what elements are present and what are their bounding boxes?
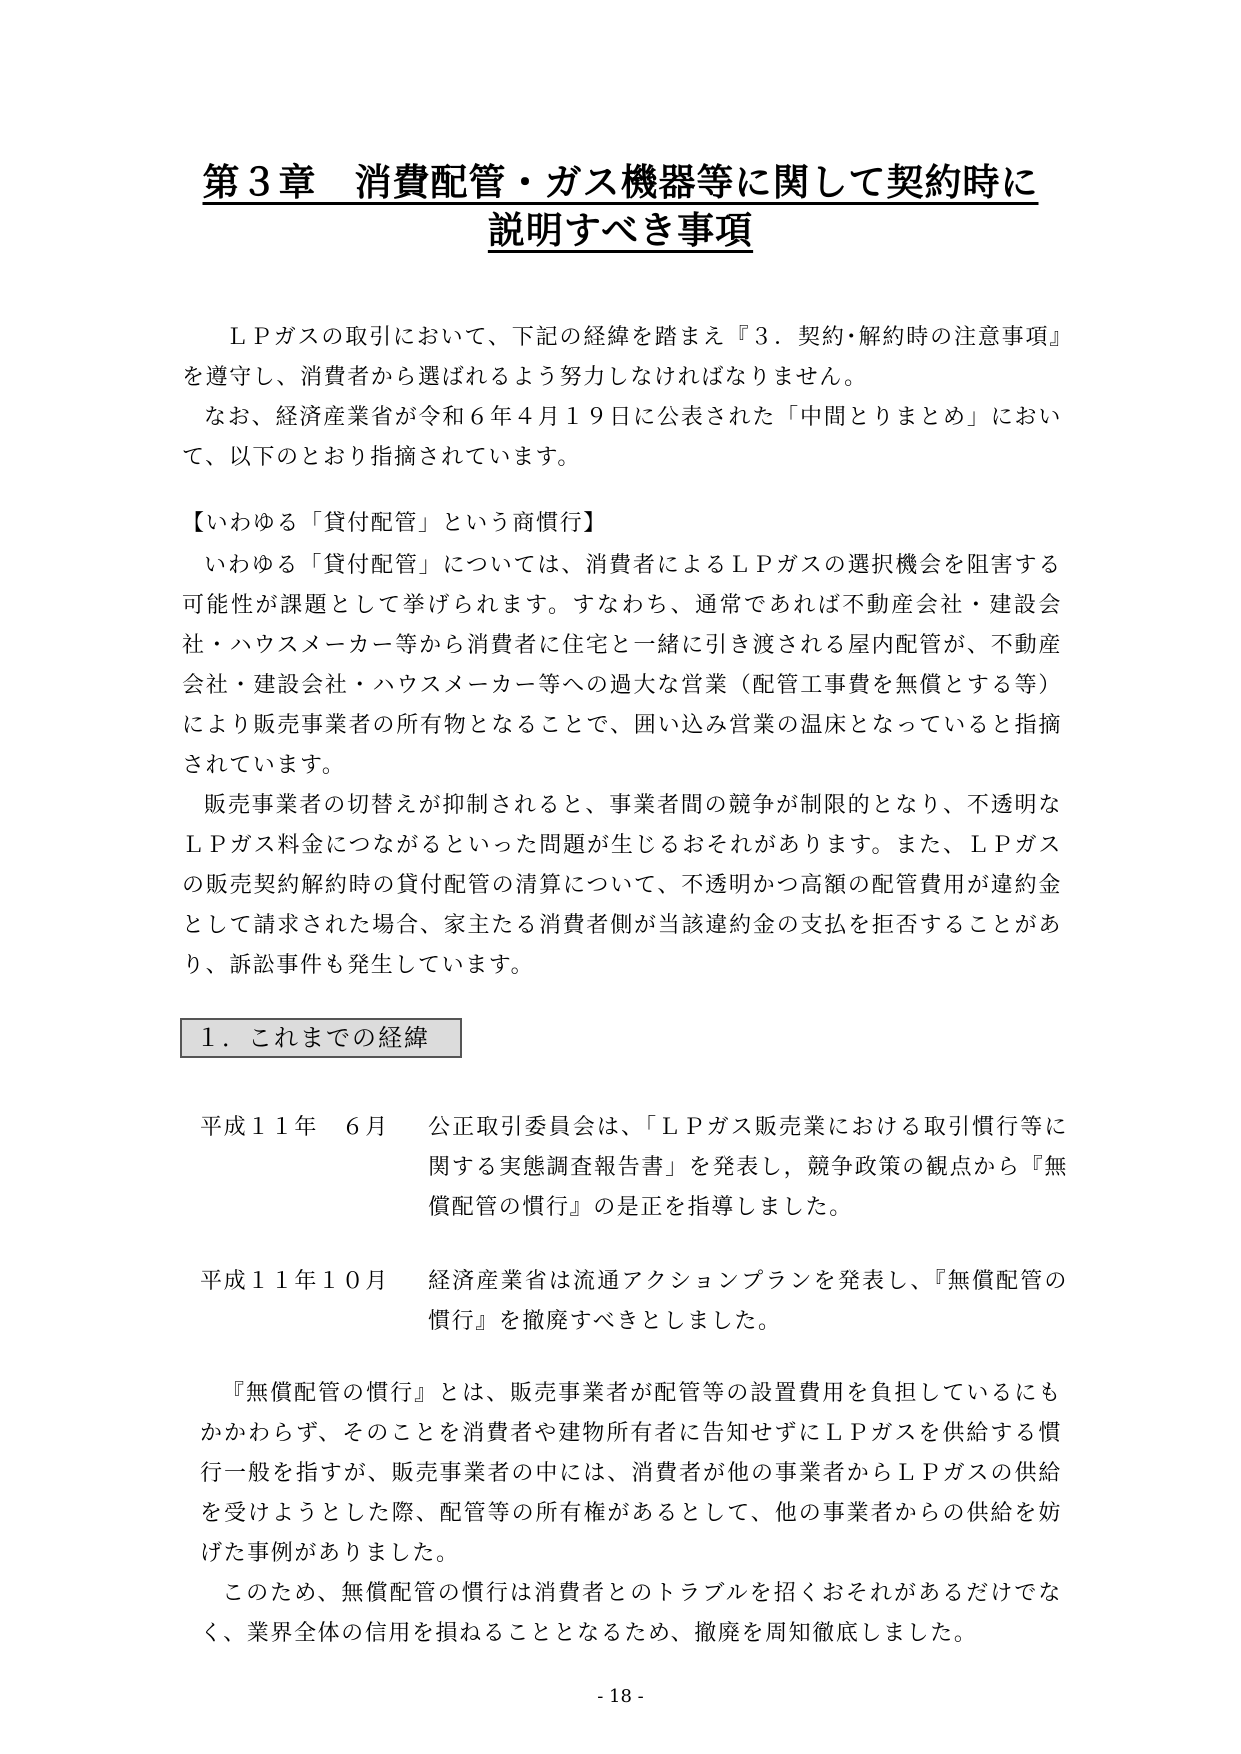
kashitsuke-paragraph-1: いわゆる「貸付配管」については、消費者によるＬＰガスの選択機会を阻害する可能性が課題として挙げられます。すなわち、通常であれば不動産会社・建設会社・ハウスメーカー等から消費者に住宅と一緒に引き渡される屋内配管が、不動産会社・建設会社・ハウスメーカー等への過大な営業（配管工事費を無償とする等）により販売事業者の所有物となることで、囲い込み営業の温床となっていると指摘されています。 xyxy=(182,553,1062,778)
kashitsuke-paragraph-2: 販売事業者の切替えが抑制されると、事業者間の競争が制限的となり、不透明なＬＰガス料金につながるといった問題が生じるおそれがあります。また、ＬＰガスの販売契約解約時の貸付配管の清算について、不透明かつ高額の配管費用が違約金として請求された場合、家主たる消費者側が当該違約金の支払を拒否することがあり、訴訟事件も発生しています。 xyxy=(182,793,1062,978)
history-text-1: 公正取引委員会は、「ＬＰガス販売業における取引慣行等に関する実態調査報告書」を発表し，競争政策の観点から『無償配管の慣行』の是正を指導しました。 xyxy=(428,1115,1068,1220)
history-date-2: 平成１１年１０月 xyxy=(200,1269,389,1294)
section-heading-history: １．これまでの経緯 xyxy=(180,1018,462,1058)
chapter-title-line2: 説明すべき事項 xyxy=(487,209,754,252)
chapter-title-line1: 第３章 消費配管・ガス機器等に関して契約時に xyxy=(202,161,1039,204)
musho-paragraph-1: 『無償配管の慣行』とは、販売事業者が配管等の設置費用を負担しているにもかかわらず、そのことを消費者や建物所有者に告知せずにＬＰガスを供給する慣行一般を指すが、販売事業者の中には、消費者が他の事業者からＬＰガスの供給を受けようとした際、配管等の所有権があるとして、他の事業者からの供給を妨げた事例がありました。 xyxy=(200,1381,1062,1566)
intro-paragraph-1: ＬＰガスの取引において、下記の経緯を踏まえ『３．契約･解約時の注意事項』を遵守し、消費者から選ばれるよう努力しなければなりません。 xyxy=(182,325,1062,390)
history-text-2: 経済産業省は流通アクションプランを発表し、『無償配管の慣行』を撤廃すべきとしました。 xyxy=(428,1269,1068,1334)
history-date-1: 平成１１年 ６月 xyxy=(200,1115,389,1140)
page-number: - 18 - xyxy=(597,1686,644,1707)
intro-paragraph-2: なお、経済産業省が令和６年４月１９日に公表された「中間とりまとめ」において、以下のとおり指摘されています。 xyxy=(182,405,1062,470)
musho-paragraph-2: このため、無償配管の慣行は消費者とのトラブルを招くおそれがあるだけでなく、業界全体の信用を損ねることとなるため、撤廃を周知徹底しました。 xyxy=(200,1581,1062,1646)
kashitsuke-heading: 【いわゆる「貸付配管」という商慣行】 xyxy=(182,511,607,536)
